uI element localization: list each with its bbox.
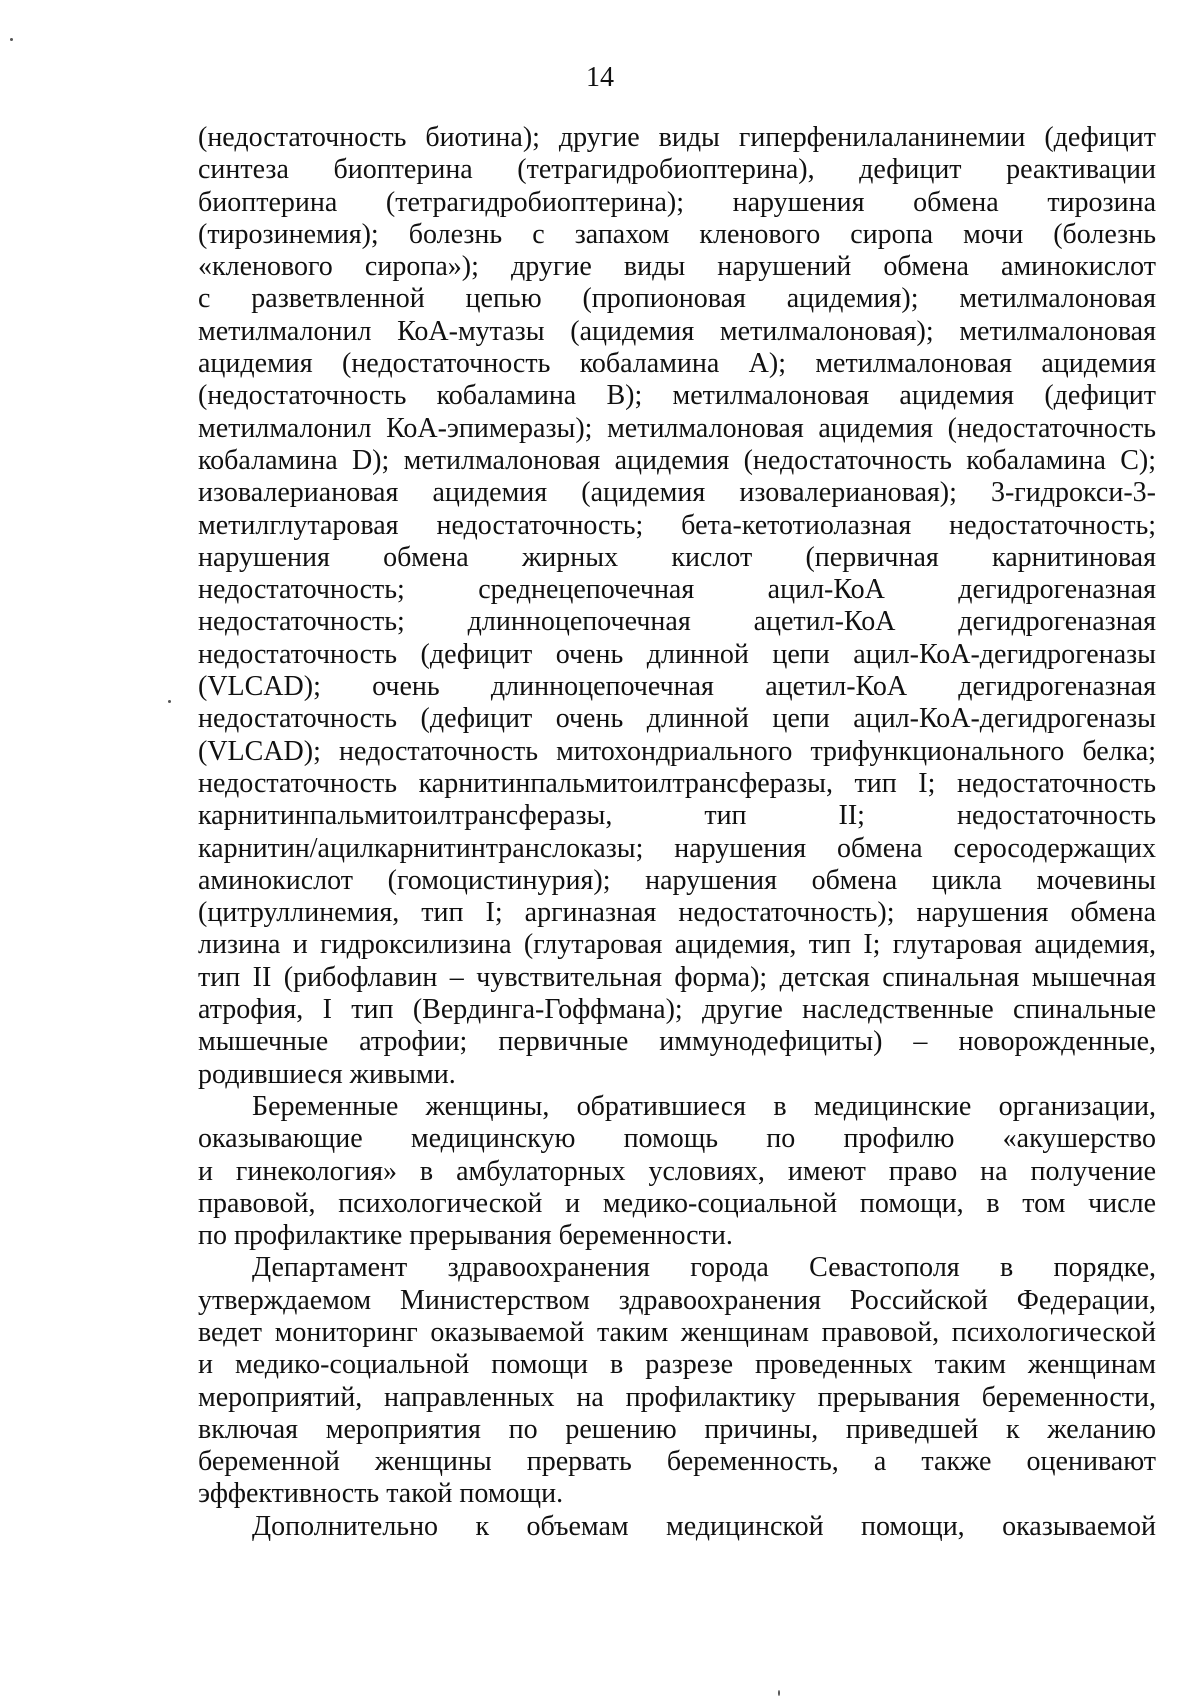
text-line: Беременные женщины, обратившиеся в медицинские организации, bbox=[252, 1090, 1156, 1122]
text-line: метилмалонил КоА-мутазы (ацидемия метилмалоновая); метилмалоновая bbox=[198, 315, 1156, 347]
scan-artifact bbox=[168, 700, 171, 703]
text-line: нарушения обмена жирных кислот (первичная карнитиновая bbox=[198, 541, 1156, 573]
text-line: тип II (рибофлавин – чувствительная форма); детская спинальная мышечная bbox=[198, 961, 1156, 993]
text-line: изовалериановая ацидемия (ацидемия изовалериановая); 3-гидрокси-3- bbox=[198, 477, 1156, 509]
text-line: эффективность такой помощи. bbox=[198, 1478, 564, 1510]
scan-artifact bbox=[778, 1690, 780, 1696]
text-line: «кленового сиропа»); другие виды нарушений обмена аминокислот bbox=[198, 251, 1156, 283]
text-line: с разветвленной цепью (пропионовая ацидемия); метилмалоновая bbox=[198, 283, 1156, 315]
text-line: биоптерина (тетрагидробиоптерина); нарушения обмена тирозина bbox=[198, 186, 1156, 218]
text-line: и медико-социальной помощи в разрезе проведенных таким женщинам bbox=[198, 1349, 1156, 1381]
text-line: правовой, психологической и медико-социальной помощи, в том числе bbox=[198, 1187, 1156, 1219]
paragraph bbox=[198, 122, 1156, 1091]
text-line: синтеза биоптерина (тетрагидробиоптерина), дефицит реактивации bbox=[198, 154, 1156, 186]
text-line: беременной женщины прервать беременность, а также оценивают bbox=[198, 1446, 1156, 1478]
text-line: метилглутаровая недостаточность; бета-кетотиолазная недостаточность; bbox=[198, 509, 1156, 541]
text-line: (цитруллинемия, тип I; аргиназная недостаточность); нарушения обмена bbox=[198, 897, 1156, 929]
document-body bbox=[198, 122, 1156, 1543]
text-line: утверждаемом Министерством здравоохранения Российской Федерации, bbox=[198, 1284, 1156, 1316]
text-line: карнитинпальмитоилтрансферазы, тип II; недостаточность bbox=[198, 800, 1156, 832]
paragraph bbox=[198, 1252, 1156, 1510]
text-line: (VLCAD); очень длинноцепочечная ацетил-КоА дегидрогеназная bbox=[198, 671, 1156, 703]
text-line: карнитин/ацилкарнитинтранслоказы; нарушения обмена серосодержащих bbox=[198, 832, 1156, 864]
text-line: кобаламина D); метилмалоновая ацидемия (недостаточность кобаламина С); bbox=[198, 444, 1156, 476]
text-line: Департамент здравоохранения города Севастополя в порядке, bbox=[252, 1252, 1156, 1284]
scan-artifact bbox=[10, 38, 13, 41]
text-line: (недостаточность кобаламина В); метилмалоновая ацидемия (дефицит bbox=[198, 380, 1156, 412]
text-line: Дополнительно к объемам медицинской помощи, оказываемой bbox=[252, 1510, 1156, 1542]
text-line: включая мероприятия по решению причины, приведшей к желанию bbox=[198, 1413, 1156, 1445]
text-line: недостаточность (дефицит очень длинной цепи ацил-КоА-дегидрогеназы bbox=[198, 638, 1156, 670]
text-line: метилмалонил КоА-эпимеразы); метилмалоновая ацидемия (недостаточность bbox=[198, 412, 1156, 444]
text-line: оказывающие медицинскую помощь по профилю «акушерство bbox=[198, 1123, 1156, 1155]
text-line: лизина и гидроксилизина (глутаровая ацидемия, тип I; глутаровая ацидемия, bbox=[198, 929, 1156, 961]
text-line: недостаточность; длинноцепочечная ацетил-КоА дегидрогеназная bbox=[198, 606, 1156, 638]
text-line: мышечные атрофии; первичные иммунодефициты) – новорожденные, bbox=[198, 1026, 1156, 1058]
paragraph bbox=[198, 1091, 1156, 1252]
text-line: (VLCAD); недостаточность митохондриального трифункционального белка; bbox=[198, 735, 1156, 767]
page-number: 14 bbox=[586, 62, 614, 93]
paragraph bbox=[198, 1511, 1156, 1543]
text-line: (тирозинемия); болезнь с запахом кленового сиропа мочи (болезнь bbox=[198, 218, 1156, 250]
text-line: аминокислот (гомоцистинурия); нарушения обмена цикла мочевины bbox=[198, 864, 1156, 896]
text-line: (недостаточность биотина); другие виды гиперфенилаланинемии (дефицит bbox=[198, 122, 1156, 153]
text-line: мероприятий, направленных на профилактику прерывания беременности, bbox=[198, 1381, 1156, 1413]
text-line: ведет мониторинг оказываемой таким женщинам правовой, психологической bbox=[198, 1316, 1156, 1348]
text-line: и гинекология» в амбулаторных условиях, имеют право на получение bbox=[198, 1155, 1156, 1187]
text-line: атрофия, I тип (Вердинга-Гоффмана); другие наследственные спинальные bbox=[198, 994, 1156, 1026]
text-line: родившиеся живыми. bbox=[198, 1058, 456, 1090]
text-line: по профилактике прерывания беременности. bbox=[198, 1220, 733, 1252]
text-line: ацидемия (недостаточность кобаламина А); метилмалоновая ацидемия bbox=[198, 348, 1156, 380]
text-line: недостаточность карнитинпальмитоилтрансферазы, тип I; недостаточность bbox=[198, 767, 1156, 799]
text-line: недостаточность (дефицит очень длинной цепи ацил-КоА-дегидрогеназы bbox=[198, 703, 1156, 735]
text-line: недостаточность; среднецепочечная ацил-КоА дегидрогеназная bbox=[198, 574, 1156, 606]
